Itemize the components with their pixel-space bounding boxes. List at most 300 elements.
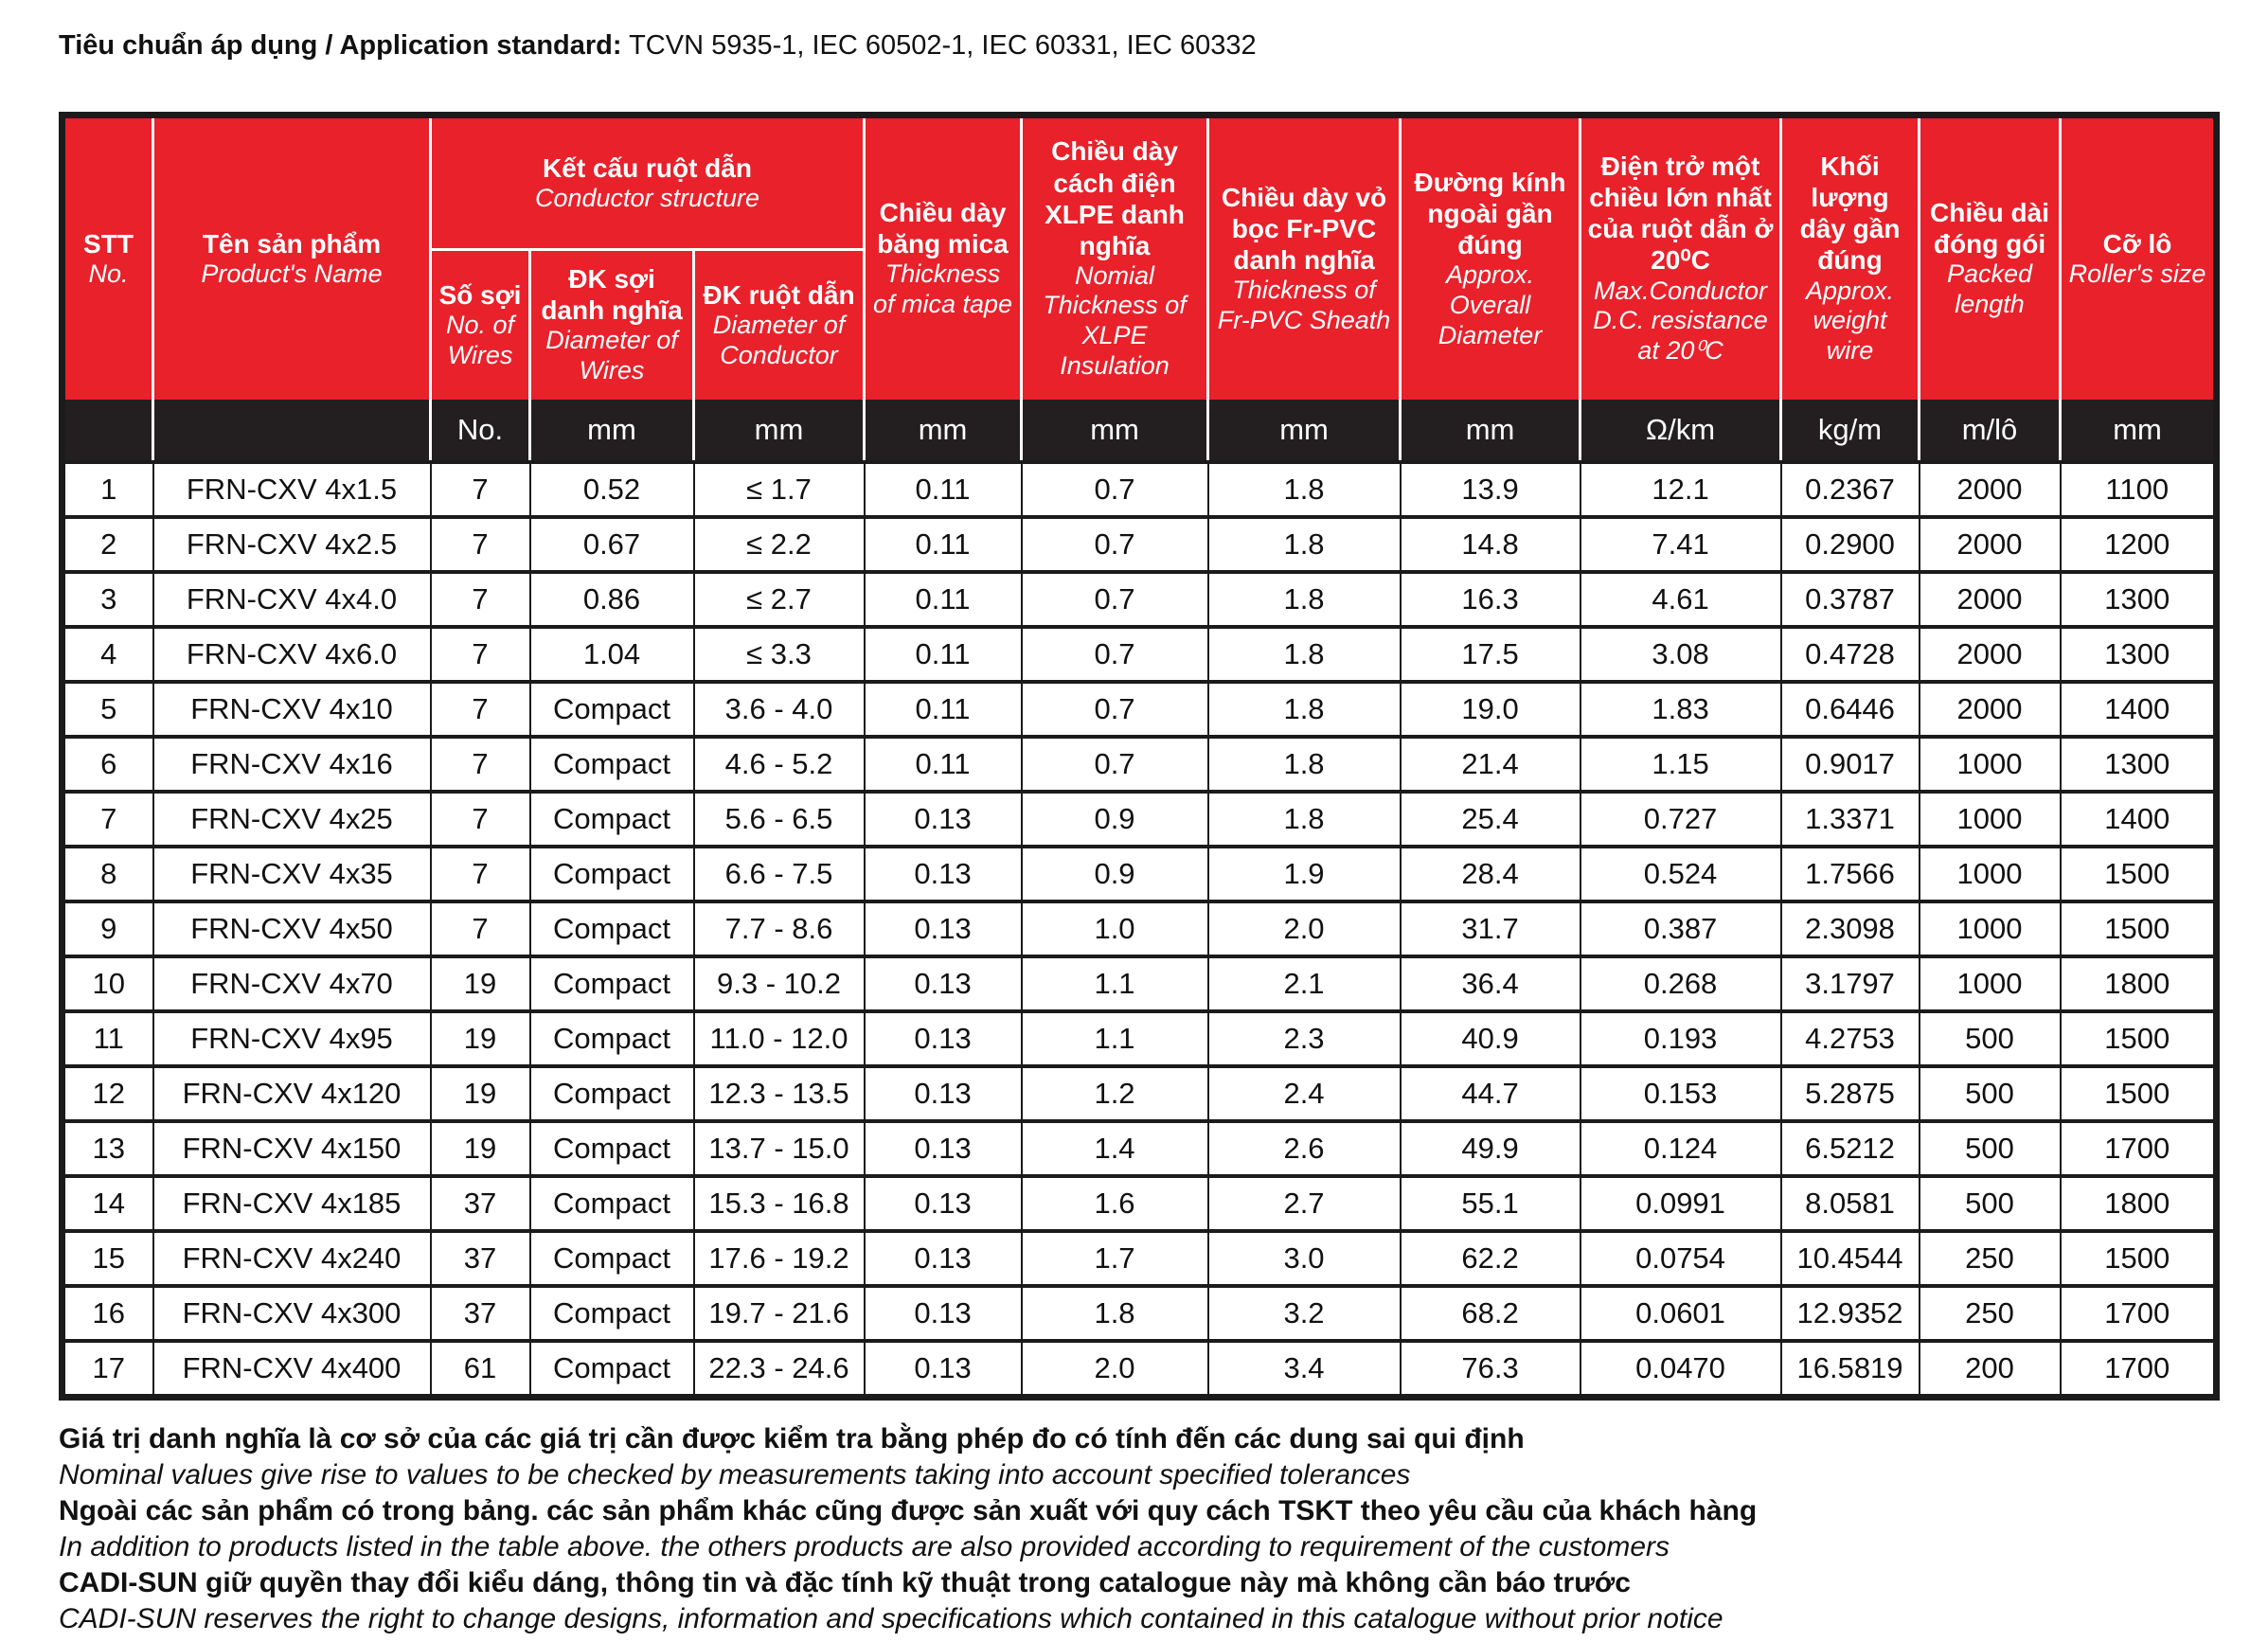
note-rights-en: CADI-SUN reserves the right to change designs, information and specifications which contained in this catalogue without prior notice: [59, 1602, 1723, 1634]
cell-mica-thickness: 0.13: [865, 1286, 1022, 1341]
header-frpvc-thickness-en: Thickness of Fr-PVC Sheath: [1217, 275, 1391, 334]
header-xlpe-thickness-en: Nomial Thickness of XLPE Insulation: [1043, 260, 1187, 381]
cell-overall-diameter: 25.4: [1401, 792, 1580, 847]
cell-packed-length: 2000: [1920, 682, 2061, 737]
cell-packed-length: 1000: [1920, 737, 2061, 792]
cell-conductor-diameter: 3.6 - 4.0: [694, 682, 865, 737]
cell-mica-thickness: 0.11: [865, 462, 1022, 517]
cell-num-wires: 7: [431, 901, 530, 956]
unit-num-wires: No.: [431, 400, 530, 462]
cell-mica-thickness: 0.11: [865, 737, 1022, 792]
header-overall-diameter-vi: Đường kính ngoài gần đúng: [1414, 167, 1566, 259]
cell-num-wires: 19: [431, 956, 530, 1011]
table-row: [63, 1341, 2217, 1398]
cell-frpvc-thickness: 2.1: [1208, 956, 1401, 1011]
cell-dc-resistance: 0.524: [1580, 847, 1781, 901]
cell-num-wires: 7: [431, 627, 530, 682]
cell-conductor-diameter: ≤ 2.2: [694, 517, 865, 572]
cell-xlpe-thickness: 0.7: [1022, 682, 1208, 737]
table-row: [63, 737, 2217, 792]
cell-conductor-diameter: 12.3 - 13.5: [694, 1066, 865, 1121]
cell-xlpe-thickness: 1.4: [1022, 1121, 1208, 1176]
header-conductor-structure-group: [431, 116, 865, 250]
header-conductor-structure-vi: Kết cấu ruột dẫn: [543, 153, 752, 184]
header-dc-resistance-en: Max.Conductor D.C. resistance at 20⁰C: [1593, 276, 1768, 366]
cell-packed-length: 1000: [1920, 847, 2061, 901]
cell-stt: 5: [63, 682, 153, 737]
cell-xlpe-thickness: 1.7: [1022, 1231, 1208, 1286]
table-row: [63, 1286, 2217, 1341]
cell-num-wires: 37: [431, 1176, 530, 1231]
header-weight: [1781, 116, 1920, 400]
cell-weight: 0.2900: [1781, 517, 1920, 572]
cell-roller-size: 1500: [2061, 1066, 2217, 1121]
cell-wire-diameter: Compact: [530, 1066, 694, 1121]
cell-roller-size: 1300: [2061, 572, 2217, 627]
cell-dc-resistance: 0.387: [1580, 901, 1781, 956]
cell-packed-length: 2000: [1920, 572, 2061, 627]
cell-roller-size: 1500: [2061, 901, 2217, 956]
cell-stt: 4: [63, 627, 153, 682]
header-wire-diameter-vi: ĐK sợi danh nghĩa: [541, 264, 683, 326]
cell-stt: 2: [63, 517, 153, 572]
cell-roller-size: 1700: [2061, 1121, 2217, 1176]
cell-conductor-diameter: 22.3 - 24.6: [694, 1341, 865, 1398]
cell-mica-thickness: 0.13: [865, 1231, 1022, 1286]
cell-overall-diameter: 55.1: [1401, 1176, 1580, 1231]
cell-num-wires: 7: [431, 847, 530, 901]
cell-num-wires: 7: [431, 792, 530, 847]
table-row: [63, 901, 2217, 956]
header-frpvc-thickness: [1208, 116, 1401, 400]
cell-num-wires: 37: [431, 1286, 530, 1341]
cell-wire-diameter: 0.67: [530, 517, 694, 572]
table-row: [63, 627, 2217, 682]
cell-stt: 16: [63, 1286, 153, 1341]
cell-weight: 12.9352: [1781, 1286, 1920, 1341]
cell-overall-diameter: 14.8: [1401, 517, 1580, 572]
header-num-wires-en: No. of Wires: [445, 310, 515, 369]
cell-conductor-diameter: ≤ 2.7: [694, 572, 865, 627]
header-packed-length-vi: Chiều dài đóng gói: [1930, 198, 2050, 259]
cell-xlpe-thickness: 1.6: [1022, 1176, 1208, 1231]
unit-frpvc-thickness: mm: [1208, 400, 1401, 462]
cell-roller-size: 1500: [2061, 1011, 2217, 1066]
table-row: [63, 1011, 2217, 1066]
cell-xlpe-thickness: 1.0: [1022, 901, 1208, 956]
cell-dc-resistance: 0.0601: [1580, 1286, 1781, 1341]
application-standard-line: [59, 28, 2213, 62]
cell-xlpe-thickness: 1.1: [1022, 1011, 1208, 1066]
cell-dc-resistance: 0.727: [1580, 792, 1781, 847]
unit-roller-size: mm: [2061, 400, 2217, 462]
cell-conductor-diameter: 9.3 - 10.2: [694, 956, 865, 1011]
header-dc-resistance: [1580, 116, 1781, 400]
cell-roller-size: 1500: [2061, 847, 2217, 901]
cell-packed-length: 1000: [1920, 901, 2061, 956]
cell-dc-resistance: 0.124: [1580, 1121, 1781, 1176]
cell-frpvc-thickness: 1.8: [1208, 572, 1401, 627]
cell-frpvc-thickness: 1.8: [1208, 737, 1401, 792]
cell-dc-resistance: 4.61: [1580, 572, 1781, 627]
header-mica-thickness-en: Thickness of mica tape: [872, 259, 1013, 319]
header-product-name: [153, 116, 431, 400]
cell-weight: 5.2875: [1781, 1066, 1920, 1121]
cell-weight: 4.2753: [1781, 1011, 1920, 1066]
cell-weight: 0.2367: [1781, 462, 1920, 517]
header-overall-diameter-en: Approx. Overall Diameter: [1438, 260, 1543, 349]
table-row: [63, 847, 2217, 901]
cell-overall-diameter: 44.7: [1401, 1066, 1580, 1121]
cell-stt: 15: [63, 1231, 153, 1286]
cell-product-name: FRN-CXV 4x50: [153, 901, 431, 956]
cell-conductor-diameter: 5.6 - 6.5: [694, 792, 865, 847]
table-body: [63, 462, 2217, 1398]
cell-roller-size: 1700: [2061, 1341, 2217, 1398]
header-num-wires-vi: Số sợi: [438, 279, 522, 310]
cell-num-wires: 19: [431, 1066, 530, 1121]
cell-stt: 9: [63, 901, 153, 956]
cell-weight: 8.0581: [1781, 1176, 1920, 1231]
cell-xlpe-thickness: 0.9: [1022, 847, 1208, 901]
cable-spec-table: [59, 112, 2220, 1401]
unit-product-name: [153, 400, 431, 462]
cell-num-wires: 19: [431, 1121, 530, 1176]
cell-frpvc-thickness: 2.7: [1208, 1176, 1401, 1231]
cell-dc-resistance: 0.0754: [1580, 1231, 1781, 1286]
cell-num-wires: 61: [431, 1341, 530, 1398]
cell-conductor-diameter: ≤ 1.7: [694, 462, 865, 517]
cell-overall-diameter: 13.9: [1401, 462, 1580, 517]
cell-dc-resistance: 7.41: [1580, 517, 1781, 572]
header-overall-diameter: [1401, 116, 1580, 400]
cell-xlpe-thickness: 0.9: [1022, 792, 1208, 847]
header-roller-size: [2061, 116, 2217, 400]
header-frpvc-thickness-vi: Chiều dày vỏ bọc Fr-PVC danh nghĩa: [1221, 182, 1387, 275]
cell-stt: 7: [63, 792, 153, 847]
cell-num-wires: 7: [431, 737, 530, 792]
table-row: [63, 1121, 2217, 1176]
unit-stt: [63, 400, 153, 462]
cell-frpvc-thickness: 2.0: [1208, 901, 1401, 956]
cell-weight: 0.4728: [1781, 627, 1920, 682]
cell-weight: 16.5819: [1781, 1341, 1920, 1398]
header-mica-thickness-vi: Chiều dày băng mica: [877, 198, 1009, 259]
cell-wire-diameter: 0.52: [530, 462, 694, 517]
cell-wire-diameter: Compact: [530, 1286, 694, 1341]
cell-num-wires: 37: [431, 1231, 530, 1286]
cell-stt: 6: [63, 737, 153, 792]
header-xlpe-thickness: [1022, 116, 1208, 400]
header-product-name-en: Product's Name: [201, 259, 383, 288]
cell-weight: 0.9017: [1781, 737, 1920, 792]
cell-mica-thickness: 0.13: [865, 847, 1022, 901]
cell-wire-diameter: Compact: [530, 956, 694, 1011]
cell-mica-thickness: 0.11: [865, 682, 1022, 737]
cell-stt: 17: [63, 1341, 153, 1398]
cell-packed-length: 1000: [1920, 956, 2061, 1011]
cell-stt: 14: [63, 1176, 153, 1231]
cell-weight: 10.4544: [1781, 1231, 1920, 1286]
cell-roller-size: 1200: [2061, 517, 2217, 572]
cell-product-name: FRN-CXV 4x4.0: [153, 572, 431, 627]
cell-packed-length: 1000: [1920, 792, 2061, 847]
table-row: [63, 682, 2217, 737]
table-row: [63, 956, 2217, 1011]
cell-product-name: FRN-CXV 4x35: [153, 847, 431, 901]
cell-frpvc-thickness: 1.8: [1208, 682, 1401, 737]
cell-overall-diameter: 62.2: [1401, 1231, 1580, 1286]
cell-roller-size: 1700: [2061, 1286, 2217, 1341]
cell-roller-size: 1800: [2061, 956, 2217, 1011]
note-tolerances-vi: Giá trị danh nghĩa là cơ sở của các giá trị cần được kiểm tra bằng phép đo có tính đến các dung sai qui định: [59, 1422, 1525, 1455]
cell-roller-size: 1800: [2061, 1176, 2217, 1231]
cell-overall-diameter: 31.7: [1401, 901, 1580, 956]
header-stt-vi: STT: [83, 228, 134, 259]
header-wire-diameter: [530, 250, 694, 400]
cell-wire-diameter: Compact: [530, 847, 694, 901]
header-roller-size-vi: Cỡ lô: [2102, 228, 2172, 259]
cell-roller-size: 1500: [2061, 1231, 2217, 1286]
cell-stt: 8: [63, 847, 153, 901]
cell-product-name: FRN-CXV 4x25: [153, 792, 431, 847]
cell-product-name: FRN-CXV 4x400: [153, 1341, 431, 1398]
cell-overall-diameter: 28.4: [1401, 847, 1580, 901]
cell-roller-size: 1100: [2061, 462, 2217, 517]
cell-product-name: FRN-CXV 4x6.0: [153, 627, 431, 682]
header-wire-diameter-en: Diameter of Wires: [545, 326, 678, 385]
cell-xlpe-thickness: 0.7: [1022, 462, 1208, 517]
cell-product-name: FRN-CXV 4x240: [153, 1231, 431, 1286]
table-row: [63, 572, 2217, 627]
cell-frpvc-thickness: 1.8: [1208, 627, 1401, 682]
cell-mica-thickness: 0.13: [865, 1341, 1022, 1398]
unit-xlpe-thickness: mm: [1022, 400, 1208, 462]
cell-mica-thickness: 0.13: [865, 1176, 1022, 1231]
unit-wire-diameter: mm: [530, 400, 694, 462]
cell-wire-diameter: Compact: [530, 1341, 694, 1398]
cell-mica-thickness: 0.13: [865, 1011, 1022, 1066]
cell-dc-resistance: 0.268: [1580, 956, 1781, 1011]
cell-mica-thickness: 0.11: [865, 572, 1022, 627]
cell-overall-diameter: 17.5: [1401, 627, 1580, 682]
cell-packed-length: 2000: [1920, 462, 2061, 517]
header-product-name-vi: Tên sản phẩm: [202, 228, 382, 259]
cell-xlpe-thickness: 0.7: [1022, 737, 1208, 792]
cell-product-name: FRN-CXV 4x95: [153, 1011, 431, 1066]
cell-frpvc-thickness: 3.2: [1208, 1286, 1401, 1341]
cell-packed-length: 500: [1920, 1066, 2061, 1121]
note-tolerances-en: Nominal values give rise to values to be checked by measurements taking into account specified tolerances: [59, 1458, 1411, 1490]
cell-wire-diameter: Compact: [530, 1011, 694, 1066]
header-weight-en: Approx. weight wire: [1805, 276, 1895, 366]
cell-overall-diameter: 40.9: [1401, 1011, 1580, 1066]
cell-dc-resistance: 3.08: [1580, 627, 1781, 682]
cell-overall-diameter: 16.3: [1401, 572, 1580, 627]
cell-dc-resistance: 12.1: [1580, 462, 1781, 517]
cell-mica-thickness: 0.13: [865, 1066, 1022, 1121]
cell-wire-diameter: 1.04: [530, 627, 694, 682]
footnotes: [59, 1421, 2213, 1637]
cell-product-name: FRN-CXV 4x120: [153, 1066, 431, 1121]
cell-packed-length: 500: [1920, 1121, 2061, 1176]
application-standard-value: TCVN 5935-1, IEC 60502-1, IEC 60331, IEC 60332: [621, 30, 1257, 61]
header-conductor-diameter: [694, 250, 865, 400]
cell-conductor-diameter: 13.7 - 15.0: [694, 1121, 865, 1176]
table-header: [63, 116, 2217, 400]
unit-dc-resistance: Ω/km: [1580, 400, 1781, 462]
cell-overall-diameter: 21.4: [1401, 737, 1580, 792]
header-conductor-diameter-vi: ĐK ruột dẫn: [703, 279, 855, 310]
cell-wire-diameter: Compact: [530, 1121, 694, 1176]
cell-weight: 1.3371: [1781, 792, 1920, 847]
cell-product-name: FRN-CXV 4x150: [153, 1121, 431, 1176]
cell-xlpe-thickness: 1.1: [1022, 956, 1208, 1011]
cell-wire-diameter: Compact: [530, 682, 694, 737]
cell-mica-thickness: 0.11: [865, 627, 1022, 682]
header-packed-length: [1920, 116, 2061, 400]
cell-frpvc-thickness: 3.4: [1208, 1341, 1401, 1398]
cell-roller-size: 1400: [2061, 792, 2217, 847]
header-dc-resistance-vi: Điện trở một chiều lớn nhất của ruột dẫn ở 20⁰C: [1587, 152, 1774, 276]
header-stt: [63, 116, 153, 400]
cell-packed-length: 500: [1920, 1011, 2061, 1066]
unit-conductor-diameter: mm: [694, 400, 865, 462]
cell-dc-resistance: 0.0470: [1580, 1341, 1781, 1398]
cell-wire-diameter: 0.86: [530, 572, 694, 627]
header-roller-size-en: Roller's size: [2068, 259, 2206, 288]
cell-dc-resistance: 1.83: [1580, 682, 1781, 737]
cell-mica-thickness: 0.13: [865, 1121, 1022, 1176]
cell-frpvc-thickness: 3.0: [1208, 1231, 1401, 1286]
cell-dc-resistance: 0.193: [1580, 1011, 1781, 1066]
cell-stt: 11: [63, 1011, 153, 1066]
cell-conductor-diameter: 19.7 - 21.6: [694, 1286, 865, 1341]
cell-product-name: FRN-CXV 4x185: [153, 1176, 431, 1231]
cell-xlpe-thickness: 0.7: [1022, 517, 1208, 572]
application-standard-label: Tiêu chuẩn áp dụng / Application standard:: [59, 30, 622, 61]
header-mica-thickness: [865, 116, 1022, 400]
cell-mica-thickness: 0.13: [865, 901, 1022, 956]
cell-xlpe-thickness: 1.2: [1022, 1066, 1208, 1121]
cell-stt: 1: [63, 462, 153, 517]
cell-dc-resistance: 0.153: [1580, 1066, 1781, 1121]
cell-conductor-diameter: 4.6 - 5.2: [694, 737, 865, 792]
unit-packed-length: m/lô: [1920, 400, 2061, 462]
cell-conductor-diameter: 17.6 - 19.2: [694, 1231, 865, 1286]
cell-num-wires: 7: [431, 572, 530, 627]
cell-mica-thickness: 0.13: [865, 956, 1022, 1011]
cell-wire-diameter: Compact: [530, 1176, 694, 1231]
cell-packed-length: 2000: [1920, 517, 2061, 572]
cell-roller-size: 1300: [2061, 737, 2217, 792]
cell-weight: 3.1797: [1781, 956, 1920, 1011]
cell-conductor-diameter: 11.0 - 12.0: [694, 1011, 865, 1066]
cell-frpvc-thickness: 1.8: [1208, 462, 1401, 517]
cell-wire-diameter: Compact: [530, 737, 694, 792]
header-xlpe-thickness-vi: Chiều dày cách điện XLPE danh nghĩa: [1045, 136, 1185, 260]
cell-frpvc-thickness: 2.3: [1208, 1011, 1401, 1066]
cell-roller-size: 1400: [2061, 682, 2217, 737]
cell-xlpe-thickness: 0.7: [1022, 627, 1208, 682]
cell-mica-thickness: 0.11: [865, 517, 1022, 572]
cell-stt: 12: [63, 1066, 153, 1121]
cell-packed-length: 200: [1920, 1341, 2061, 1398]
note-rights-vi: CADI-SUN giữ quyền thay đổi kiểu dáng, thông tin và đặc tính kỹ thuật trong catalogue này mà không cần báo trước: [59, 1566, 1631, 1598]
table-row: [63, 1176, 2217, 1231]
header-packed-length-en: Packed length: [1946, 259, 2033, 319]
cell-product-name: FRN-CXV 4x1.5: [153, 462, 431, 517]
cell-weight: 0.6446: [1781, 682, 1920, 737]
cell-weight: 2.3098: [1781, 901, 1920, 956]
cell-stt: 13: [63, 1121, 153, 1176]
header-conductor-diameter-en: Diameter of Conductor: [712, 310, 846, 369]
header-conductor-structure-en: Conductor structure: [534, 184, 760, 213]
cell-frpvc-thickness: 1.8: [1208, 517, 1401, 572]
cell-weight: 1.7566: [1781, 847, 1920, 901]
cell-num-wires: 7: [431, 682, 530, 737]
cell-packed-length: 2000: [1920, 627, 2061, 682]
cell-frpvc-thickness: 1.8: [1208, 792, 1401, 847]
cell-wire-diameter: Compact: [530, 901, 694, 956]
cell-wire-diameter: Compact: [530, 1231, 694, 1286]
cell-product-name: FRN-CXV 4x10: [153, 682, 431, 737]
cell-num-wires: 7: [431, 517, 530, 572]
cell-packed-length: 500: [1920, 1176, 2061, 1231]
cell-frpvc-thickness: 2.6: [1208, 1121, 1401, 1176]
cell-dc-resistance: 1.15: [1580, 737, 1781, 792]
cell-conductor-diameter: ≤ 3.3: [694, 627, 865, 682]
cell-xlpe-thickness: 2.0: [1022, 1341, 1208, 1398]
cell-xlpe-thickness: 0.7: [1022, 572, 1208, 627]
cell-weight: 6.5212: [1781, 1121, 1920, 1176]
cell-weight: 0.3787: [1781, 572, 1920, 627]
cell-overall-diameter: 76.3: [1401, 1341, 1580, 1398]
cell-frpvc-thickness: 2.4: [1208, 1066, 1401, 1121]
cell-conductor-diameter: 15.3 - 16.8: [694, 1176, 865, 1231]
cell-frpvc-thickness: 1.9: [1208, 847, 1401, 901]
cell-xlpe-thickness: 1.8: [1022, 1286, 1208, 1341]
cell-product-name: FRN-CXV 4x2.5: [153, 517, 431, 572]
cell-stt: 10: [63, 956, 153, 1011]
table-row: [63, 792, 2217, 847]
unit-row: [63, 400, 2217, 462]
cell-product-name: FRN-CXV 4x16: [153, 737, 431, 792]
note-custom-products-vi: Ngoài các sản phẩm có trong bảng. các sản phẩm khác cũng được sản xuất với quy cách TSKT theo yêu cầu của khách hàng: [59, 1494, 1758, 1526]
cell-stt: 3: [63, 572, 153, 627]
cell-dc-resistance: 0.0991: [1580, 1176, 1781, 1231]
cell-num-wires: 19: [431, 1011, 530, 1066]
unit-overall-diameter: mm: [1401, 400, 1580, 462]
unit-weight: kg/m: [1781, 400, 1920, 462]
cell-product-name: FRN-CXV 4x300: [153, 1286, 431, 1341]
header-num-wires: [431, 250, 530, 400]
table-row: [63, 1066, 2217, 1121]
cell-wire-diameter: Compact: [530, 792, 694, 847]
cell-overall-diameter: 36.4: [1401, 956, 1580, 1011]
cell-packed-length: 250: [1920, 1231, 2061, 1286]
cell-packed-length: 250: [1920, 1286, 2061, 1341]
table-row: [63, 517, 2217, 572]
note-custom-products-en: In addition to products listed in the table above. the others products are also provided according to requirement of the customers: [59, 1530, 1670, 1562]
cell-conductor-diameter: 7.7 - 8.6: [694, 901, 865, 956]
cell-overall-diameter: 68.2: [1401, 1286, 1580, 1341]
cell-roller-size: 1300: [2061, 627, 2217, 682]
table-row: [63, 462, 2217, 517]
cell-num-wires: 7: [431, 462, 530, 517]
cell-conductor-diameter: 6.6 - 7.5: [694, 847, 865, 901]
unit-mica-thickness: mm: [865, 400, 1022, 462]
